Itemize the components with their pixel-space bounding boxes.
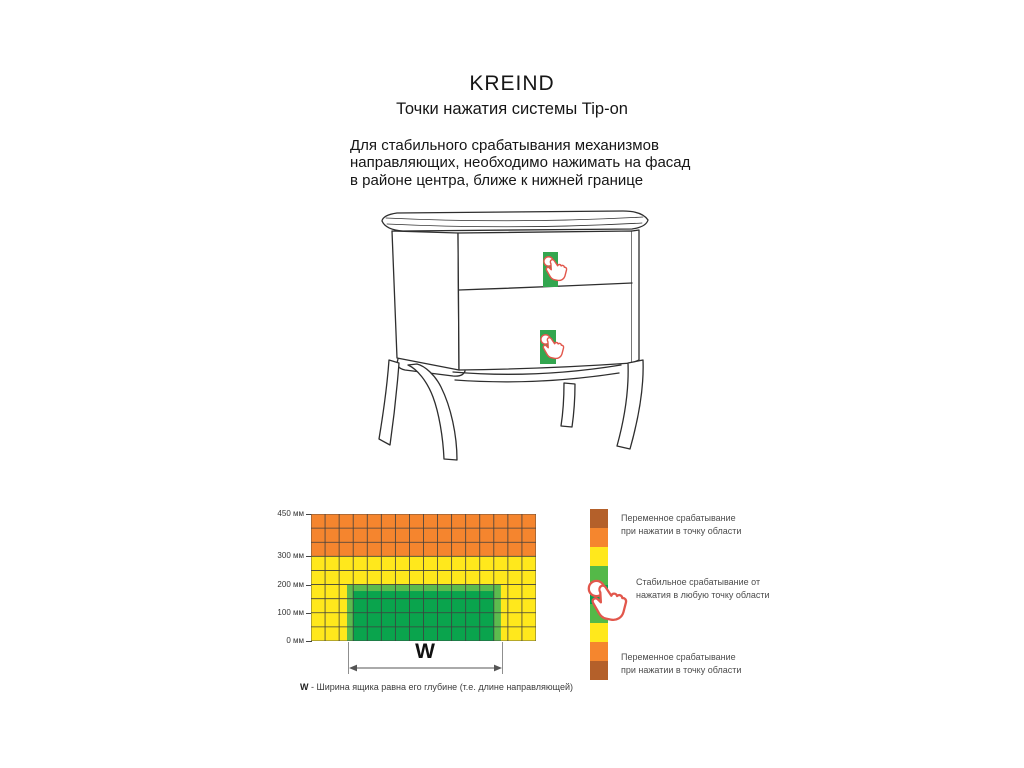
intro-text bbox=[350, 137, 690, 189]
caption-text: - Ширина ящика равна его глубине (т.е. длине направляющей) bbox=[308, 682, 573, 692]
y-axis-tick-200: 200 мм bbox=[270, 580, 304, 590]
y-axis-tick-300: 300 мм bbox=[270, 551, 304, 561]
legend-item-stable bbox=[636, 576, 770, 601]
cabinet-leg-back-left bbox=[379, 360, 399, 445]
brand-title: KREIND bbox=[469, 72, 555, 95]
legend-color-segment bbox=[590, 547, 608, 566]
legend-color-segment bbox=[590, 509, 608, 528]
legend-item-line: при нажатии в точку области bbox=[621, 525, 742, 536]
legend-item-line: Переменное срабатывание bbox=[621, 513, 736, 523]
cabinet-leg-back-right bbox=[561, 383, 575, 427]
legend-item-line: Стабильное срабатывание от bbox=[636, 577, 761, 587]
zone-grid bbox=[311, 514, 536, 641]
width-dimension-label: W bbox=[415, 640, 435, 663]
press-hand-icon bbox=[584, 578, 630, 624]
legend-color-segment bbox=[590, 642, 608, 661]
cabinet-leg-front-right bbox=[617, 360, 643, 449]
legend-color-segment bbox=[590, 661, 608, 680]
legend-item-variable-bottom bbox=[621, 651, 741, 676]
caption-w: W bbox=[300, 682, 309, 692]
cabinet-leg-front-left bbox=[408, 364, 457, 460]
legend-color-segment bbox=[590, 623, 608, 642]
legend bbox=[588, 508, 1024, 698]
cabinet-side-panel bbox=[392, 231, 459, 370]
legend-item-line: Переменное срабатывание bbox=[621, 652, 736, 662]
dimension-arrow bbox=[348, 662, 503, 674]
page-subtitle: Точки нажатия системы Tip-on bbox=[396, 100, 628, 118]
legend-item-variable-top bbox=[621, 512, 741, 537]
chart-caption bbox=[300, 682, 600, 692]
cabinet-illustration bbox=[375, 203, 665, 470]
press-zone-chart bbox=[270, 505, 600, 720]
y-axis-tick-0: 0 мм bbox=[270, 636, 304, 646]
intro-line: Для стабильного срабатывания механизмов bbox=[350, 137, 659, 154]
legend-item-line: нажатия в любую точку области bbox=[636, 589, 770, 600]
legend-item-line: при нажатии в точку области bbox=[621, 664, 742, 675]
intro-line: в районе центра, ближе к нижней границе bbox=[350, 171, 644, 189]
intro-line: направляющих, необходимо нажимать на фасад bbox=[350, 154, 691, 172]
y-axis-tick-450: 450 мм bbox=[270, 509, 304, 519]
legend-color-segment bbox=[590, 528, 608, 547]
y-axis-tick-100: 100 мм bbox=[270, 608, 304, 618]
cabinet-right-edge bbox=[632, 230, 639, 363]
